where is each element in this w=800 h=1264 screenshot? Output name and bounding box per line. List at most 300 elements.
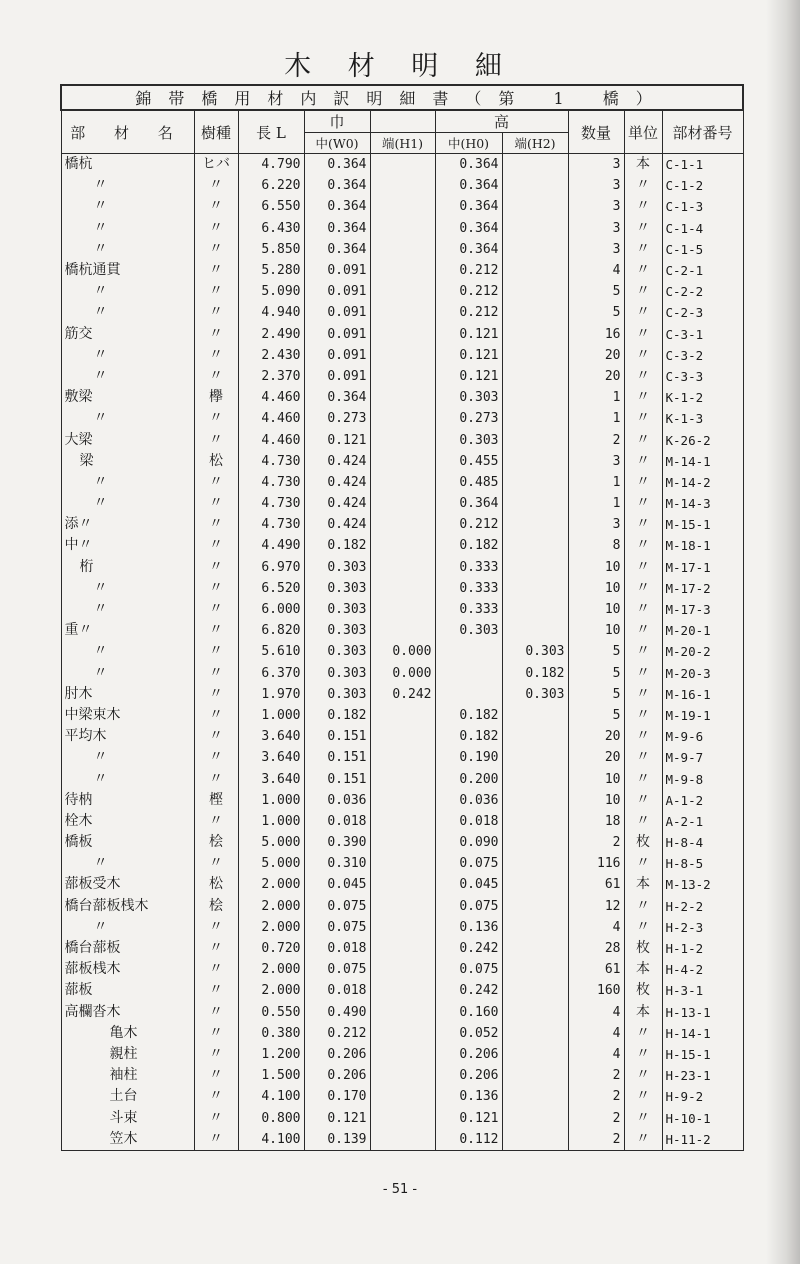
width-w0-cell: 0.424 [304, 451, 370, 472]
height-h2-cell [502, 747, 568, 768]
member-name-cell: 土台 [61, 1086, 194, 1107]
quantity-cell: 2 [568, 429, 624, 450]
width-w0-cell: 0.206 [304, 1044, 370, 1065]
member-name-cell: 〃 [61, 917, 194, 938]
width-w0-cell: 0.364 [304, 196, 370, 217]
member-name-cell: 添〃 [61, 514, 194, 535]
length-cell: 4.730 [238, 451, 304, 472]
height-h1-cell [370, 599, 435, 620]
member-code-cell: H-15-1 [662, 1044, 743, 1065]
quantity-cell: 4 [568, 1044, 624, 1065]
member-code-cell: H-11-2 [662, 1129, 743, 1151]
unit-cell: 〃 [624, 896, 662, 917]
unit-cell: 〃 [624, 853, 662, 874]
length-cell: 4.460 [238, 429, 304, 450]
height-h0-cell: 0.075 [435, 853, 502, 874]
member-name-cell: 〃 [61, 366, 194, 387]
length-cell: 6.820 [238, 620, 304, 641]
length-cell: 6.000 [238, 599, 304, 620]
height-h1-cell [370, 451, 435, 472]
height-h0-cell: 0.364 [435, 154, 502, 176]
width-w0-cell: 0.364 [304, 239, 370, 260]
width-w0-cell: 0.075 [304, 959, 370, 980]
height-h2-cell [502, 620, 568, 641]
height-h2-cell [502, 578, 568, 599]
height-h2-cell [502, 429, 568, 450]
header-h2: 端(H2) [502, 133, 568, 154]
quantity-cell: 20 [568, 345, 624, 366]
table-row [61, 366, 743, 387]
quantity-cell: 3 [568, 514, 624, 535]
species-cell: 〃 [194, 853, 238, 874]
height-h2-cell: 0.303 [502, 641, 568, 662]
height-h2-cell [502, 1129, 568, 1151]
height-h0-cell: 0.206 [435, 1044, 502, 1065]
member-name-cell: 〃 [61, 472, 194, 493]
height-h2-cell [502, 218, 568, 239]
height-h1-cell [370, 726, 435, 747]
quantity-cell: 20 [568, 366, 624, 387]
member-name-cell: 蔀板受木 [61, 874, 194, 895]
height-h2-cell: 0.182 [502, 663, 568, 684]
height-h0-cell: 0.303 [435, 429, 502, 450]
height-h0-cell: 0.364 [435, 175, 502, 196]
species-cell: 欅 [194, 387, 238, 408]
quantity-cell: 20 [568, 726, 624, 747]
page-edge-shadow [766, 0, 800, 1264]
species-cell: 〃 [194, 196, 238, 217]
table-row [61, 1023, 743, 1044]
table-row [61, 472, 743, 493]
quantity-cell: 2 [568, 1107, 624, 1128]
height-h2-cell [502, 853, 568, 874]
member-name-cell: 筋交 [61, 324, 194, 345]
unit-cell: 〃 [624, 514, 662, 535]
member-name-cell: 栓木 [61, 811, 194, 832]
table-row [61, 302, 743, 323]
member-code-cell: M-17-3 [662, 599, 743, 620]
height-h0-cell: 0.333 [435, 578, 502, 599]
table-row [61, 853, 743, 874]
unit-cell: 〃 [624, 1023, 662, 1044]
length-cell: 4.460 [238, 387, 304, 408]
length-cell: 4.100 [238, 1086, 304, 1107]
quantity-cell: 5 [568, 705, 624, 726]
height-h2-cell [502, 366, 568, 387]
table-row [61, 980, 743, 1001]
height-h0-cell: 0.112 [435, 1129, 502, 1151]
quantity-cell: 1 [568, 472, 624, 493]
height-h0-cell: 0.206 [435, 1065, 502, 1086]
page-number: - 51 - [382, 1182, 418, 1197]
height-h1-cell [370, 1023, 435, 1044]
width-w0-cell: 0.091 [304, 281, 370, 302]
unit-cell: 〃 [624, 557, 662, 578]
width-w0-cell: 0.303 [304, 663, 370, 684]
length-cell: 4.790 [238, 154, 304, 176]
table-row [61, 1002, 743, 1023]
width-w0-cell: 0.018 [304, 811, 370, 832]
member-name-cell: 梁 [61, 451, 194, 472]
member-code-cell: H-2-2 [662, 896, 743, 917]
species-cell: 〃 [194, 493, 238, 514]
width-w0-cell: 0.303 [304, 620, 370, 641]
member-name-cell: 〃 [61, 768, 194, 789]
length-cell: 3.640 [238, 747, 304, 768]
length-cell: 5.850 [238, 239, 304, 260]
species-cell: 樫 [194, 790, 238, 811]
table-row [61, 811, 743, 832]
species-cell: 〃 [194, 917, 238, 938]
member-name-cell: 〃 [61, 218, 194, 239]
height-h0-cell: 0.485 [435, 472, 502, 493]
height-h0-cell: 0.036 [435, 790, 502, 811]
width-w0-cell: 0.424 [304, 472, 370, 493]
member-code-cell: H-3-1 [662, 980, 743, 1001]
unit-cell: 枚 [624, 980, 662, 1001]
height-h0-cell: 0.200 [435, 768, 502, 789]
member-name-cell: 重〃 [61, 620, 194, 641]
quantity-cell: 10 [568, 790, 624, 811]
table-row [61, 345, 743, 366]
species-cell: 松 [194, 874, 238, 895]
unit-cell: 〃 [624, 451, 662, 472]
header-w0: 中(W0) [304, 133, 370, 154]
height-h0-cell: 0.333 [435, 557, 502, 578]
member-name-cell: 蔀板 [61, 980, 194, 1001]
height-h1-cell [370, 535, 435, 556]
member-name-cell: 橋台蔀板 [61, 938, 194, 959]
species-cell: 〃 [194, 1023, 238, 1044]
member-name-cell: 〃 [61, 663, 194, 684]
height-h0-cell: 0.364 [435, 239, 502, 260]
table-body [61, 154, 743, 1151]
height-h0-cell: 0.190 [435, 747, 502, 768]
member-code-cell: H-9-2 [662, 1086, 743, 1107]
member-name-cell: 〃 [61, 578, 194, 599]
quantity-cell: 3 [568, 196, 624, 217]
member-name-cell: 桁 [61, 557, 194, 578]
unit-cell: 本 [624, 874, 662, 895]
height-h2-cell [502, 938, 568, 959]
member-code-cell: M-16-1 [662, 684, 743, 705]
width-w0-cell: 0.303 [304, 684, 370, 705]
member-name-cell: 〃 [61, 493, 194, 514]
height-h1-cell [370, 281, 435, 302]
length-cell: 1.200 [238, 1044, 304, 1065]
height-h2-cell [502, 1002, 568, 1023]
member-code-cell: M-19-1 [662, 705, 743, 726]
width-w0-cell: 0.018 [304, 938, 370, 959]
height-h1-cell [370, 175, 435, 196]
width-w0-cell: 0.424 [304, 514, 370, 535]
height-h0-cell: 0.364 [435, 196, 502, 217]
quantity-cell: 20 [568, 747, 624, 768]
length-cell: 3.640 [238, 726, 304, 747]
width-w0-cell: 0.303 [304, 557, 370, 578]
table-row [61, 938, 743, 959]
member-code-cell: C-1-1 [662, 154, 743, 176]
unit-cell: 〃 [624, 472, 662, 493]
unit-cell: 〃 [624, 175, 662, 196]
table-row [61, 832, 743, 853]
width-w0-cell: 0.424 [304, 493, 370, 514]
quantity-cell: 10 [568, 578, 624, 599]
quantity-cell: 1 [568, 493, 624, 514]
species-cell: 〃 [194, 408, 238, 429]
length-cell: 2.490 [238, 324, 304, 345]
width-w0-cell: 0.364 [304, 154, 370, 176]
species-cell: 〃 [194, 599, 238, 620]
quantity-cell: 3 [568, 451, 624, 472]
quantity-cell: 1 [568, 408, 624, 429]
member-code-cell: H-8-4 [662, 832, 743, 853]
quantity-cell: 2 [568, 832, 624, 853]
height-h2-cell [502, 175, 568, 196]
member-code-cell: H-4-2 [662, 959, 743, 980]
height-h0-cell: 0.212 [435, 260, 502, 281]
height-h2-cell [502, 281, 568, 302]
table-row [61, 1086, 743, 1107]
quantity-cell: 10 [568, 557, 624, 578]
width-w0-cell: 0.036 [304, 790, 370, 811]
length-cell: 5.000 [238, 853, 304, 874]
height-h1-cell [370, 472, 435, 493]
member-name-cell: 〃 [61, 599, 194, 620]
height-h2-cell: 0.303 [502, 684, 568, 705]
table-banner: 錦帯橋用材内訳明細書（第 1 橋） [61, 85, 743, 110]
quantity-cell: 4 [568, 260, 624, 281]
height-h1-cell [370, 387, 435, 408]
height-h0-cell: 0.242 [435, 938, 502, 959]
width-w0-cell: 0.212 [304, 1023, 370, 1044]
member-code-cell: M-17-2 [662, 578, 743, 599]
height-h0-cell [435, 641, 502, 662]
width-w0-cell: 0.273 [304, 408, 370, 429]
unit-cell: 〃 [624, 811, 662, 832]
width-w0-cell: 0.121 [304, 429, 370, 450]
unit-cell: 〃 [624, 535, 662, 556]
unit-cell: 〃 [624, 790, 662, 811]
header-length: 長 L [238, 110, 304, 154]
species-cell: 〃 [194, 1044, 238, 1065]
height-h0-cell: 0.455 [435, 451, 502, 472]
species-cell: 〃 [194, 1107, 238, 1128]
species-cell: 〃 [194, 260, 238, 281]
height-h0-cell: 0.136 [435, 917, 502, 938]
species-cell: 〃 [194, 557, 238, 578]
member-code-cell: M-9-8 [662, 768, 743, 789]
quantity-cell: 5 [568, 281, 624, 302]
member-code-cell: H-10-1 [662, 1107, 743, 1128]
length-cell: 1.500 [238, 1065, 304, 1086]
height-h0-cell: 0.090 [435, 832, 502, 853]
width-w0-cell: 0.364 [304, 387, 370, 408]
member-name-cell: 中〃 [61, 535, 194, 556]
height-h0-cell: 0.212 [435, 281, 502, 302]
length-cell: 2.000 [238, 874, 304, 895]
height-h0-cell: 0.075 [435, 959, 502, 980]
height-h0-cell: 0.182 [435, 726, 502, 747]
table-row [61, 175, 743, 196]
height-h0-cell: 0.364 [435, 218, 502, 239]
member-code-cell: M-9-7 [662, 747, 743, 768]
length-cell: 6.220 [238, 175, 304, 196]
height-h2-cell [502, 917, 568, 938]
height-h0-cell: 0.121 [435, 345, 502, 366]
member-name-cell: 橋杭通貫 [61, 260, 194, 281]
unit-cell: 〃 [624, 260, 662, 281]
unit-cell: 〃 [624, 684, 662, 705]
member-code-cell: H-23-1 [662, 1065, 743, 1086]
table-row [61, 451, 743, 472]
height-h2-cell [502, 1023, 568, 1044]
species-cell: 〃 [194, 1129, 238, 1151]
height-h2-cell [502, 451, 568, 472]
table-row [61, 387, 743, 408]
table-row [61, 535, 743, 556]
member-code-cell: C-1-3 [662, 196, 743, 217]
height-h0-cell [435, 663, 502, 684]
table-row [61, 1129, 743, 1151]
member-name-cell: 待枘 [61, 790, 194, 811]
length-cell: 1.000 [238, 790, 304, 811]
height-h1-cell [370, 747, 435, 768]
table-row [61, 429, 743, 450]
quantity-cell: 10 [568, 768, 624, 789]
length-cell: 3.640 [238, 768, 304, 789]
member-name-cell: 中梁束木 [61, 705, 194, 726]
width-w0-cell: 0.303 [304, 578, 370, 599]
length-cell: 4.730 [238, 472, 304, 493]
height-h1-cell [370, 218, 435, 239]
width-w0-cell: 0.182 [304, 705, 370, 726]
quantity-cell: 4 [568, 1023, 624, 1044]
height-h0-cell: 0.273 [435, 408, 502, 429]
length-cell: 5.090 [238, 281, 304, 302]
height-h0-cell: 0.160 [435, 1002, 502, 1023]
width-w0-cell: 0.182 [304, 535, 370, 556]
member-name-cell: 平均木 [61, 726, 194, 747]
height-h1-cell [370, 874, 435, 895]
header-width-blank [370, 110, 435, 133]
table-row [61, 896, 743, 917]
member-name-cell: 橋板 [61, 832, 194, 853]
height-h0-cell: 0.212 [435, 514, 502, 535]
height-h1-cell [370, 938, 435, 959]
width-w0-cell: 0.170 [304, 1086, 370, 1107]
height-h1-cell [370, 260, 435, 281]
height-h2-cell [502, 239, 568, 260]
width-w0-cell: 0.091 [304, 345, 370, 366]
table-row [61, 324, 743, 345]
height-h1-cell [370, 917, 435, 938]
member-code-cell: C-2-2 [662, 281, 743, 302]
quantity-cell: 61 [568, 959, 624, 980]
height-h0-cell: 0.364 [435, 493, 502, 514]
member-code-cell: C-3-2 [662, 345, 743, 366]
species-cell: 〃 [194, 535, 238, 556]
table-row [61, 663, 743, 684]
unit-cell: 〃 [624, 620, 662, 641]
quantity-cell: 2 [568, 1086, 624, 1107]
length-cell: 2.430 [238, 345, 304, 366]
height-h1-cell: 0.242 [370, 684, 435, 705]
species-cell: 〃 [194, 768, 238, 789]
unit-cell: 〃 [624, 196, 662, 217]
height-h1-cell [370, 345, 435, 366]
unit-cell: 〃 [624, 302, 662, 323]
species-cell: 〃 [194, 980, 238, 1001]
height-h1-cell [370, 1107, 435, 1128]
height-h1-cell: 0.000 [370, 663, 435, 684]
species-cell: 〃 [194, 811, 238, 832]
unit-cell: 枚 [624, 832, 662, 853]
member-name-cell: 敷梁 [61, 387, 194, 408]
height-h2-cell [502, 599, 568, 620]
height-h2-cell [502, 196, 568, 217]
unit-cell: 〃 [624, 345, 662, 366]
member-code-cell: M-14-2 [662, 472, 743, 493]
height-h0-cell: 0.303 [435, 387, 502, 408]
member-code-cell: H-8-5 [662, 853, 743, 874]
height-h1-cell [370, 239, 435, 260]
member-code-cell: A-2-1 [662, 811, 743, 832]
length-cell: 0.720 [238, 938, 304, 959]
quantity-cell: 4 [568, 917, 624, 938]
species-cell: 〃 [194, 959, 238, 980]
length-cell: 4.940 [238, 302, 304, 323]
unit-cell: 〃 [624, 917, 662, 938]
width-w0-cell: 0.018 [304, 980, 370, 1001]
quantity-cell: 3 [568, 218, 624, 239]
height-h2-cell [502, 535, 568, 556]
table-row [61, 281, 743, 302]
unit-cell: 〃 [624, 599, 662, 620]
height-h1-cell [370, 324, 435, 345]
height-h1-cell [370, 514, 435, 535]
height-h1-cell [370, 578, 435, 599]
timber-detail-table [60, 84, 744, 1151]
species-cell: 〃 [194, 1065, 238, 1086]
unit-cell: 〃 [624, 1044, 662, 1065]
length-cell: 4.460 [238, 408, 304, 429]
quantity-cell: 1 [568, 387, 624, 408]
member-code-cell: M-17-1 [662, 557, 743, 578]
width-w0-cell: 0.151 [304, 726, 370, 747]
width-w0-cell: 0.075 [304, 917, 370, 938]
member-code-cell: M-14-3 [662, 493, 743, 514]
header-h0: 中(H0) [435, 133, 502, 154]
table-row [61, 599, 743, 620]
quantity-cell: 28 [568, 938, 624, 959]
table-row [61, 726, 743, 747]
height-h2-cell [502, 408, 568, 429]
page-title: 木 材 明 細 [284, 51, 516, 82]
width-w0-cell: 0.303 [304, 641, 370, 662]
member-name-cell: 〃 [61, 302, 194, 323]
quantity-cell: 3 [568, 239, 624, 260]
height-h2-cell [502, 768, 568, 789]
member-code-cell: K-26-2 [662, 429, 743, 450]
member-name-cell: 〃 [61, 853, 194, 874]
quantity-cell: 16 [568, 324, 624, 345]
table-row [61, 747, 743, 768]
width-w0-cell: 0.139 [304, 1129, 370, 1151]
width-w0-cell: 0.045 [304, 874, 370, 895]
quantity-cell: 4 [568, 1002, 624, 1023]
height-h1-cell [370, 408, 435, 429]
